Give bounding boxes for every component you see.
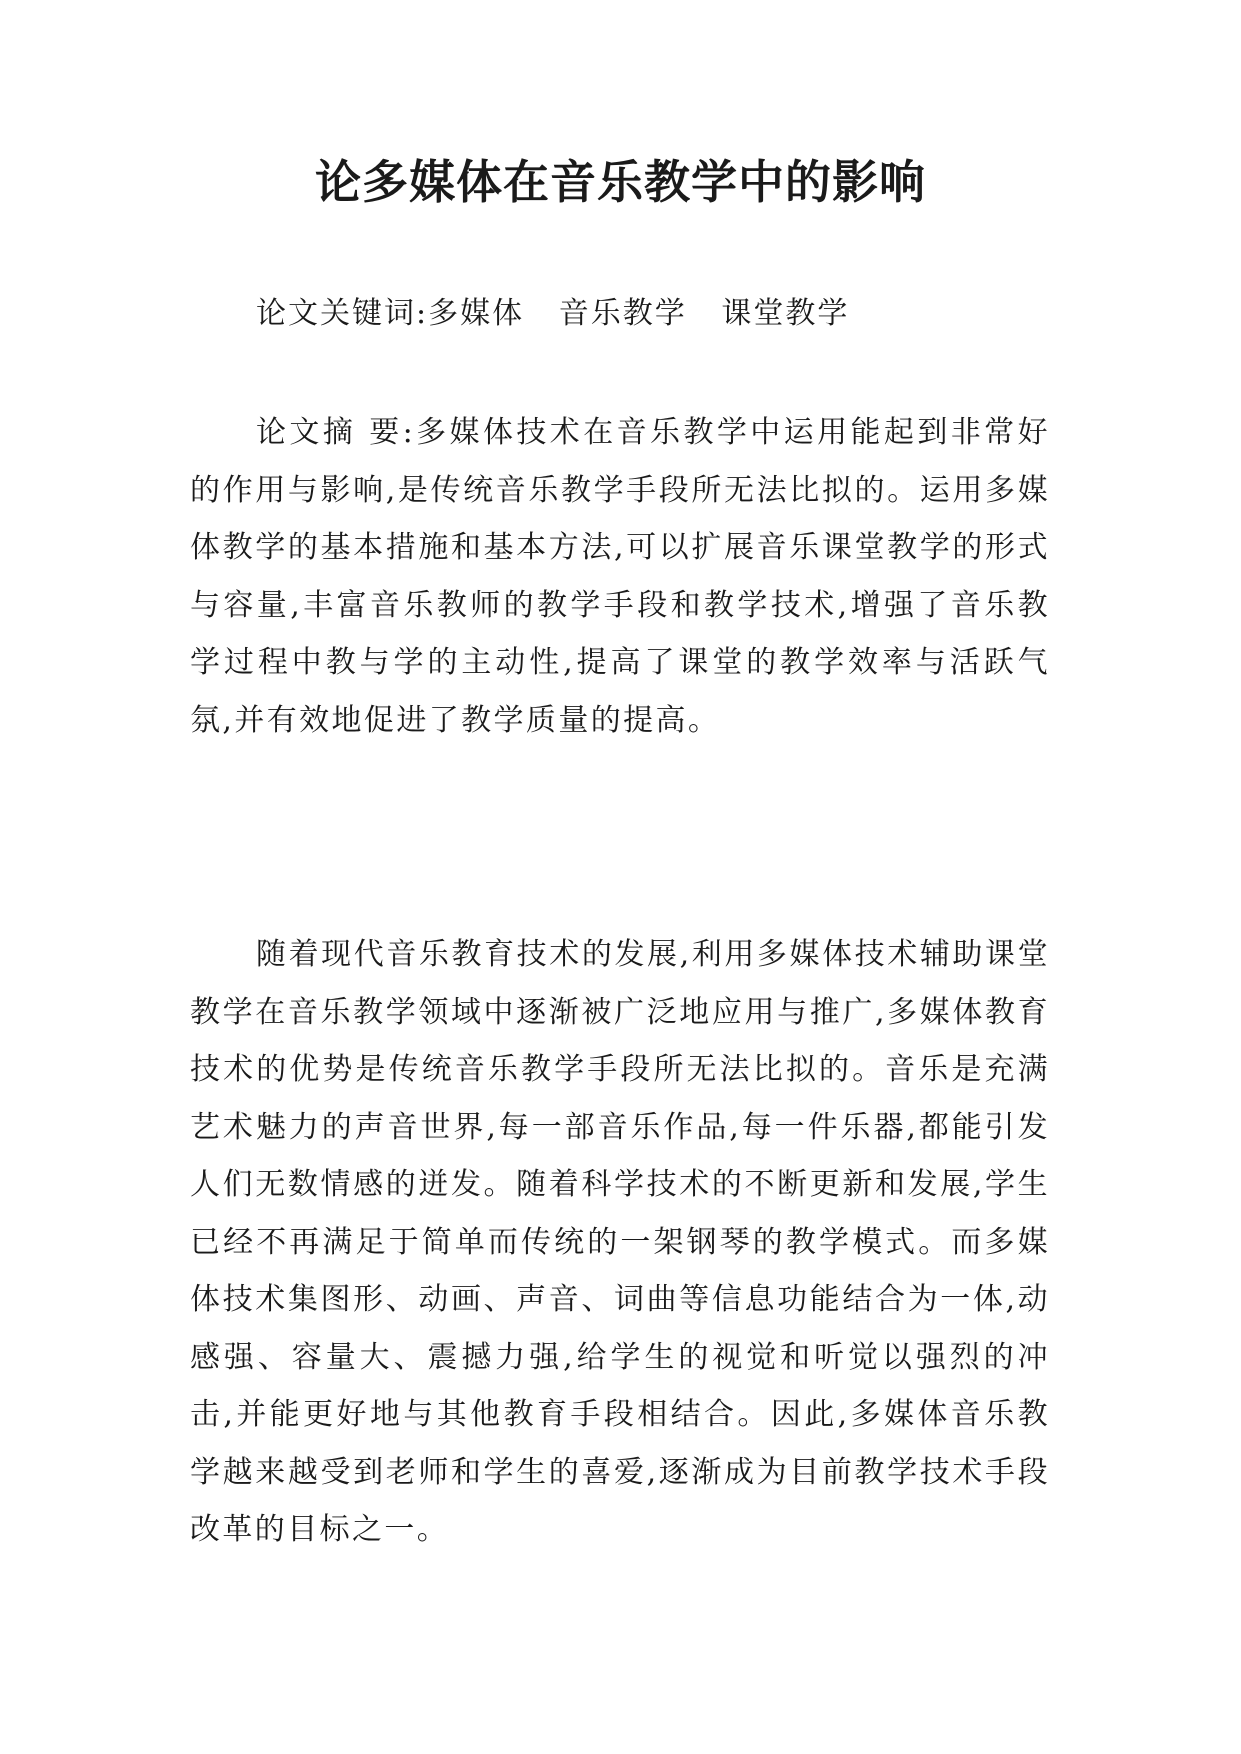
document-title: 论多媒体在音乐教学中的影响 [315, 155, 926, 209]
abstract-paragraph: 论文摘 要:多媒体技术在音乐教学中运用能起到非常好的作用与影响,是传统音乐教学手段所无法比拟的。运用多媒体教学的基本措施和基本方法,可以扩展音乐课堂教学的形式与容量,丰富音乐教师的教学手段和教学技术,增强了音乐教学过程中教与学的主动性,提高了课堂的教学效率与活跃气氛,并有效地促进了教学质量的提高。 [190, 415, 1050, 738]
keywords-line: 论文关键词:多媒体 音乐教学 课堂教学 [256, 296, 850, 331]
body-paragraph: 随着现代音乐教育技术的发展,利用多媒体技术辅助课堂教学在音乐教学领域中逐渐被广泛地应用与推广,多媒体教育技术的优势是传统音乐教学手段所无法比拟的。音乐是充满艺术魅力的声音世界,每一部音乐作品,每一件乐器,都能引发人们无数情感的迸发。随着科学技术的不断更新和发展,学生已经不再满足于简单而传统的一架钢琴的教学模式。而多媒体技术集图形、动画、声音、词曲等信息功能结合为一体,动感强、容量大、震撼力强,给学生的视觉和听觉以强烈的冲击,并能更好地与其他教育手段相结合。因此,多媒体音乐教学越来越受到老师和学生的喜爱,逐渐成为目前教学技术手段改革的目标之一。 [190, 937, 1050, 1547]
